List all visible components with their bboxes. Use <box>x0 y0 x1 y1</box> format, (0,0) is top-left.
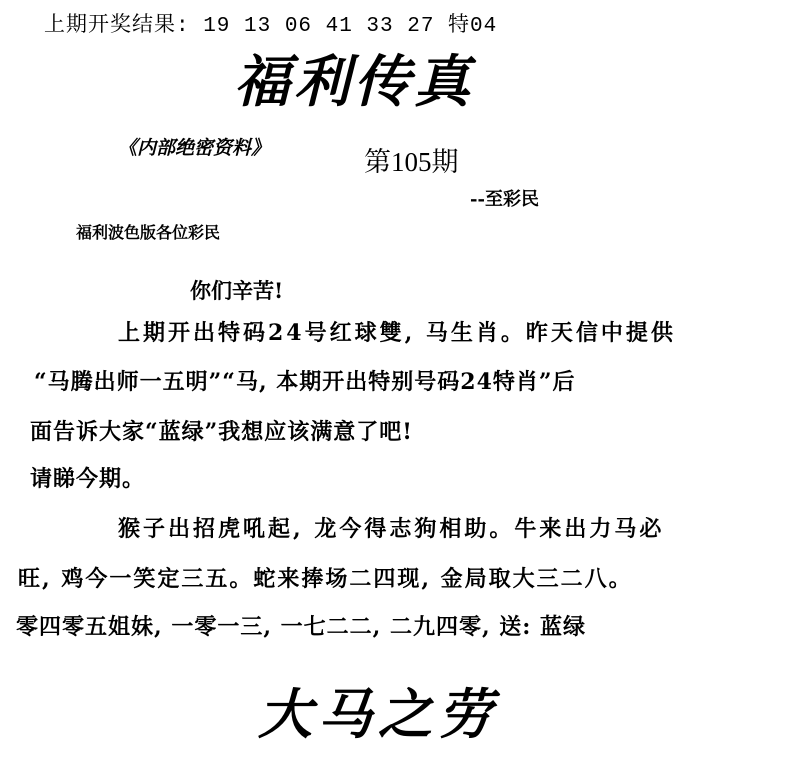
letter-salute: 你们辛苦! <box>190 278 284 303</box>
confidential-subtitle: 《内部绝密资料》 <box>118 137 271 159</box>
body-line: 猴子出招虎吼起, 龙今得志狗相助。牛来出力马必 <box>118 516 665 542</box>
footer-title: 大马之劳 <box>258 682 498 746</box>
body-line: 上期开出特码24号红球雙, 马生肖。昨天信中提供 <box>118 320 676 346</box>
signature: --至彩民 <box>470 189 539 210</box>
body-line: 旺, 鸡今一笑定三五。蛇来捧场二四现, 金局取大三二八。 <box>18 566 633 592</box>
last-draw-result: 上期开奖结果: 19 13 06 41 33 27 特04 <box>44 15 498 38</box>
body-line: 面告诉大家“蓝绿”我想应该满意了吧! <box>30 419 413 445</box>
page-title: 福利传真 <box>234 49 474 115</box>
body-line: 零四零五姐妹, 一零一三, 一七二二, 二九四零, 送: 蓝绿 <box>16 614 587 640</box>
letter-greeting: 福利波色版各位彩民 <box>76 223 221 242</box>
body-line: 请睇今期。 <box>30 466 146 492</box>
issue-number: 第105期 <box>364 147 459 177</box>
body-line: “马腾出师一五明”“马, 本期开出特别号码24特肖”后 <box>34 369 576 395</box>
